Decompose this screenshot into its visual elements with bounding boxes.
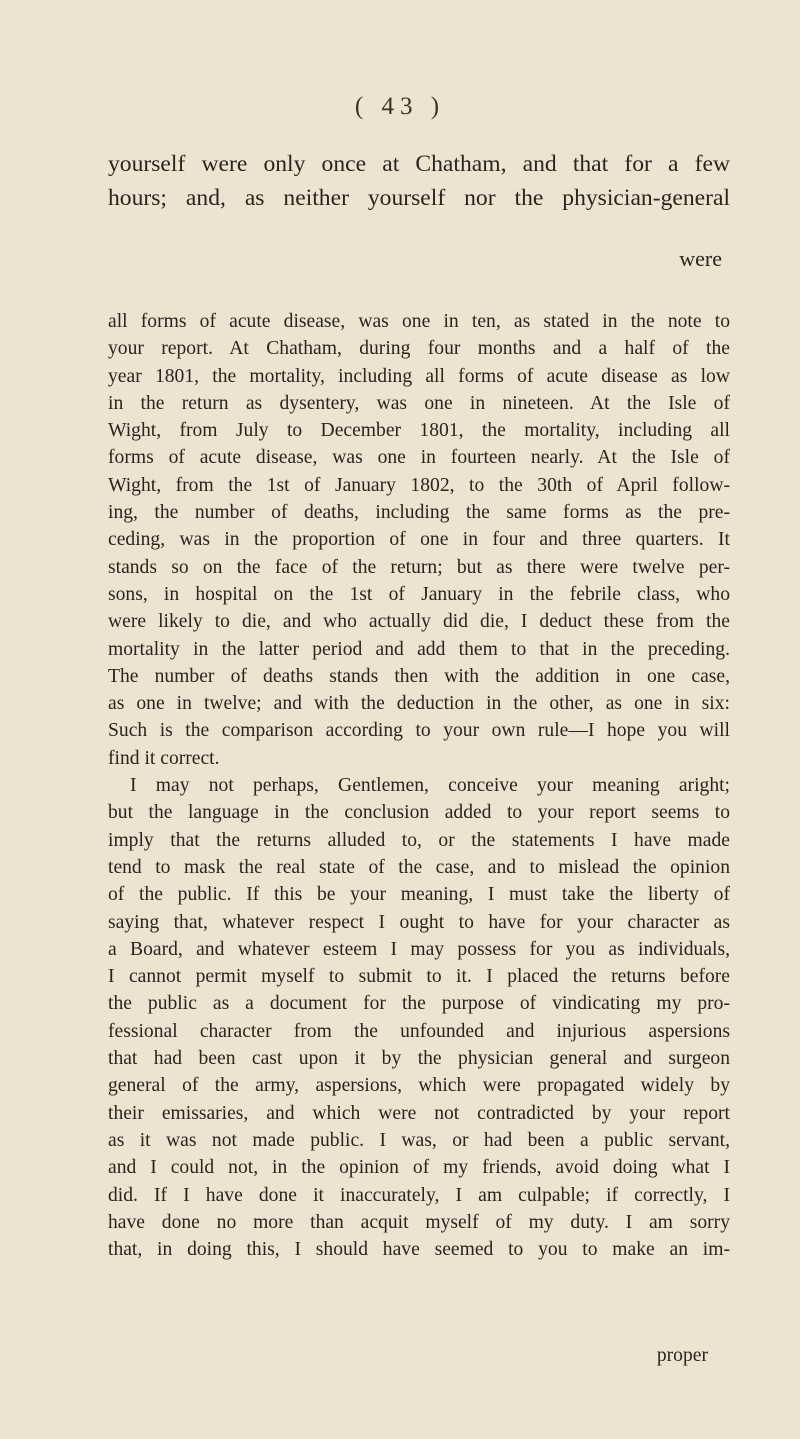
text-line: general of the army, aspersions, which were propagated widely by xyxy=(108,1075,730,1097)
body-text xyxy=(108,308,730,1263)
text-line: forms of acute disease, was one in fourteen nearly. At the Isle of xyxy=(108,447,730,469)
text-line: stands so on the face of the return; but as there were twelve per- xyxy=(108,556,730,578)
text-line: of the public. If this be your meaning, I must take the liberty of xyxy=(108,884,730,906)
text-line: The number of deaths stands then with the addition in one case, xyxy=(108,665,730,687)
text-line: yourself were only once at Chatham, and that for a few xyxy=(108,151,730,177)
text-line: Wight, from July to December 1801, the mortality, including all xyxy=(108,420,730,442)
paragraph-reply xyxy=(108,772,730,1263)
text-line: were likely to die, and who actually did die, I deduct these from the xyxy=(108,611,730,633)
text-line: Such is the comparison according to your own rule—I hope you will xyxy=(108,720,730,742)
text-line: imply that the returns alluded to, or the statements I have made xyxy=(108,829,730,851)
text-line: Wight, from the 1st of January 1802, to the 30th of April follow- xyxy=(108,474,730,496)
text-line: have done no more than acquit myself of my duty. I am sorry xyxy=(108,1211,730,1233)
text-line: mortality in the latter period and add them to that in the preceding. xyxy=(108,638,730,660)
text-line: a Board, and whatever esteem I may possess for you as individuals, xyxy=(108,938,730,960)
text-line: the public as a document for the purpose of vindicating my pro- xyxy=(108,993,730,1015)
text-line: your report. At Chatham, during four months and a half of the xyxy=(108,338,730,360)
catchword-bottom: proper xyxy=(656,1345,708,1366)
text-line: their emissaries, and which were not contradicted by your report xyxy=(108,1102,730,1124)
text-line: fessional character from the unfounded and injurious aspersions xyxy=(108,1020,730,1042)
text-line: but the language in the conclusion added to your report seems to xyxy=(108,802,730,824)
text-line: I cannot permit myself to submit to it. I placed the returns before xyxy=(108,966,730,988)
text-line: hours; and, as neither yourself nor the physician-general xyxy=(108,185,730,211)
text-line: saying that, whatever respect I ought to have for your character as xyxy=(108,911,730,933)
text-line: that, in doing this, I should have seemed to you to make an im- xyxy=(108,1239,730,1261)
text-line: as one in twelve; and with the deduction in the other, as one in six: xyxy=(108,693,730,715)
text-line: tend to mask the real state of the case, and to mislead the opinion xyxy=(108,856,730,878)
paragraph-mortality xyxy=(108,308,730,772)
text-line: all forms of acute disease, was one in ten, as stated in the note to xyxy=(108,311,730,332)
continued-paragraph-top xyxy=(108,147,730,215)
text-line: find it correct. xyxy=(108,747,220,769)
catchword: were xyxy=(679,246,722,271)
page-number: ( 43 ) xyxy=(354,93,446,120)
text-line: that had been cast upon it by the physician general and surgeon xyxy=(108,1048,730,1070)
text-line: sons, in hospital on the 1st of January in the febrile class, who xyxy=(108,583,730,605)
text-line: as it was not made public. I was, or had been a public servant, xyxy=(108,1129,730,1151)
text-line: and I could not, in the opinion of my friends, avoid doing what I xyxy=(108,1157,730,1179)
text-line: in the return as dysentery, was one in nineteen. At the Isle of xyxy=(108,392,730,414)
text-line: I may not perhaps, Gentlemen, conceive your meaning aright; xyxy=(130,775,730,797)
text-line: year 1801, the mortality, including all forms of acute disease as low xyxy=(108,365,730,387)
text-line: did. If I have done it inaccurately, I am culpable; if correctly, I xyxy=(108,1184,730,1206)
text-line: ceding, was in the proportion of one in four and three quarters. It xyxy=(108,529,730,551)
text-line: ing, the number of deaths, including the same forms as the pre- xyxy=(108,502,730,524)
